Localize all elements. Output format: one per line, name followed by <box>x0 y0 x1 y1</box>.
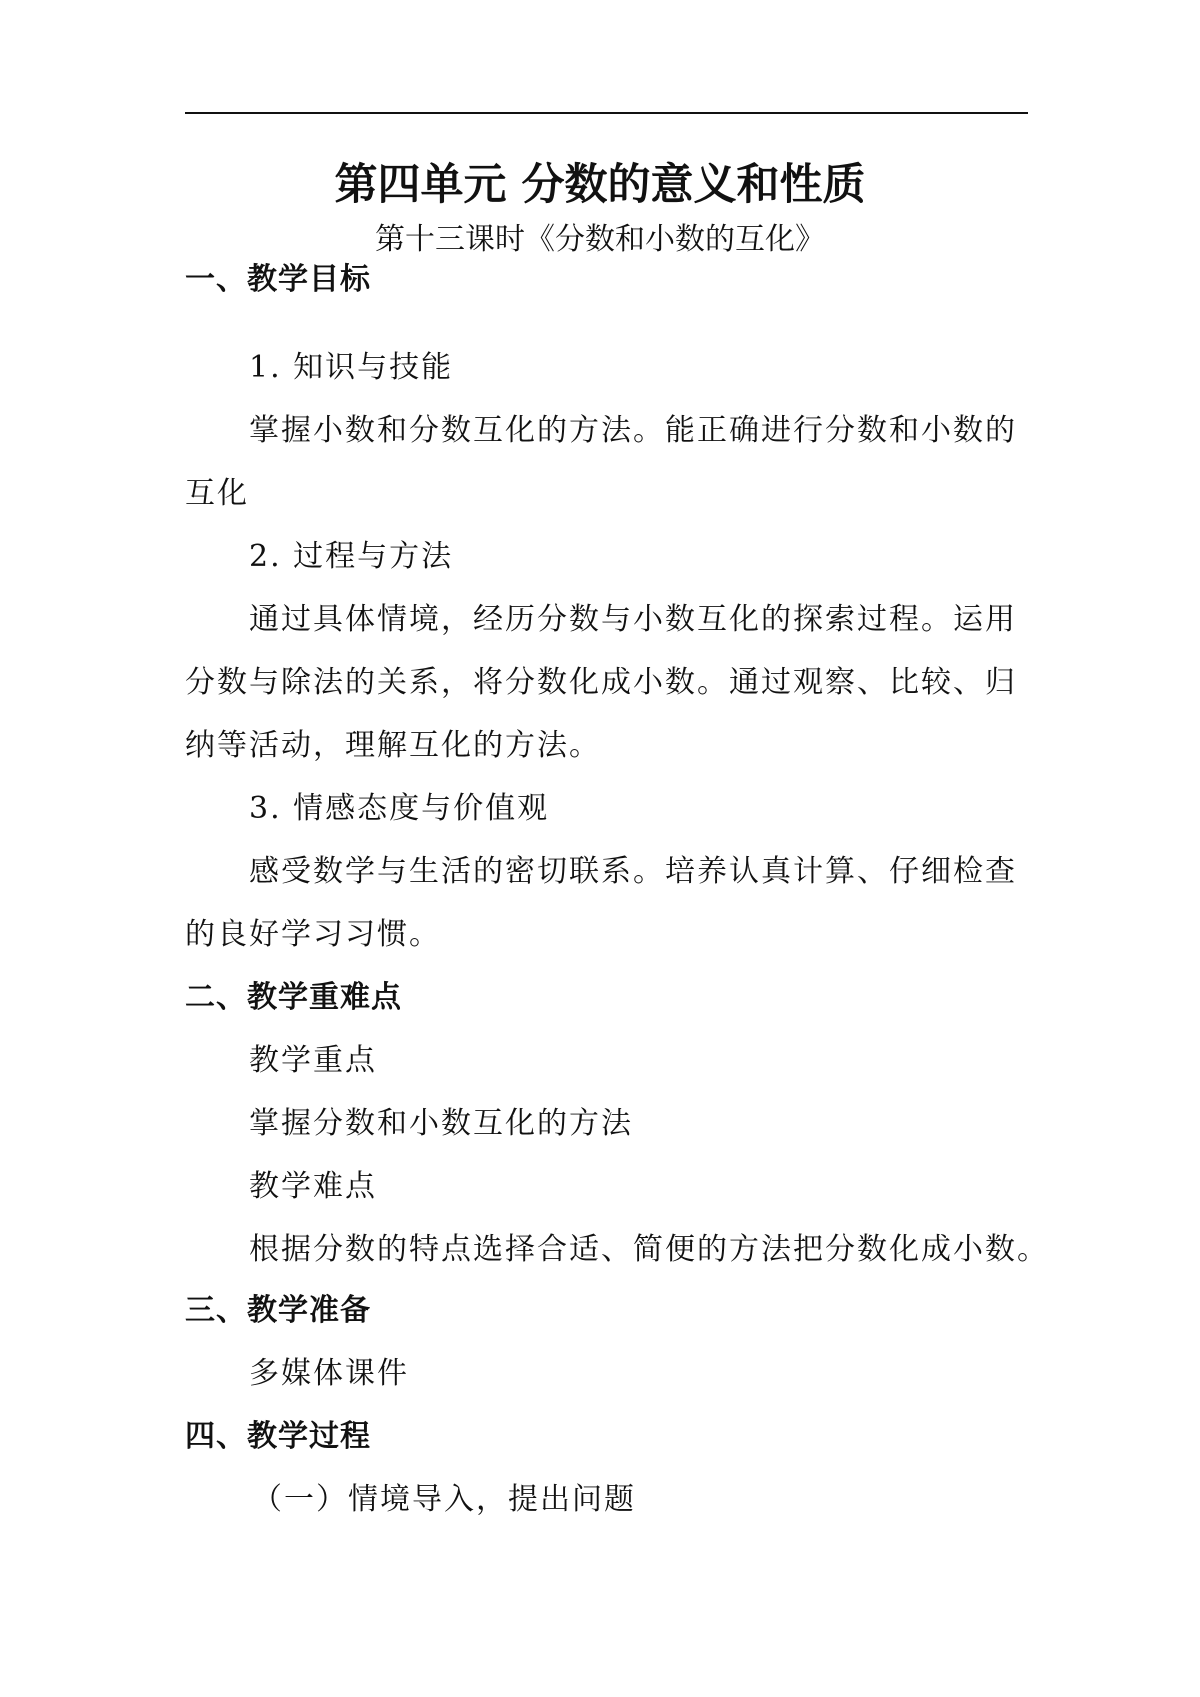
key-point-label: 教学重点 <box>249 1043 377 1078</box>
difficult-point-text: 根据分数的特点选择合适、简便的方法把分数化成小数。 <box>249 1232 1049 1267</box>
document-title: 第四单元 分数的意义和性质 <box>334 160 866 210</box>
objective-3-title: 3. 情感态度与价值观 <box>249 791 550 826</box>
objective-1-text-line-2: 互化 <box>185 476 249 511</box>
objective-2-title: 2. 过程与方法 <box>249 539 454 574</box>
section-heading-objectives: 一、教学目标 <box>185 262 371 297</box>
process-step-1: （一）情境导入，提出问题 <box>252 1482 636 1517</box>
objective-1-text-line-1: 掌握小数和分数互化的方法。能正确进行分数和小数的 <box>249 413 1017 448</box>
objective-1-title: 1. 知识与技能 <box>249 350 454 385</box>
section-heading-key-points: 二、教学重难点 <box>185 980 402 1015</box>
objective-3-text-line-1: 感受数学与生活的密切联系。培养认真计算、仔细检查 <box>249 854 1017 889</box>
difficult-point-label: 教学难点 <box>249 1169 377 1204</box>
objective-2-text-line-2: 分数与除法的关系，将分数化成小数。通过观察、比较、归 <box>185 665 1017 700</box>
header-rule <box>185 112 1028 114</box>
section-heading-process: 四、教学过程 <box>185 1419 371 1454</box>
objective-3-text-line-2: 的良好学习习惯。 <box>185 917 441 952</box>
preparation-text: 多媒体课件 <box>249 1356 409 1391</box>
objective-2-text-line-1: 通过具体情境，经历分数与小数互化的探索过程。运用 <box>249 602 1017 637</box>
section-heading-preparation: 三、教学准备 <box>185 1293 371 1328</box>
document-subtitle: 第十三课时《分数和小数的互化》 <box>375 222 825 257</box>
key-point-text: 掌握分数和小数互化的方法 <box>249 1106 633 1141</box>
objective-2-text-line-3: 纳等活动，理解互化的方法。 <box>185 728 601 763</box>
